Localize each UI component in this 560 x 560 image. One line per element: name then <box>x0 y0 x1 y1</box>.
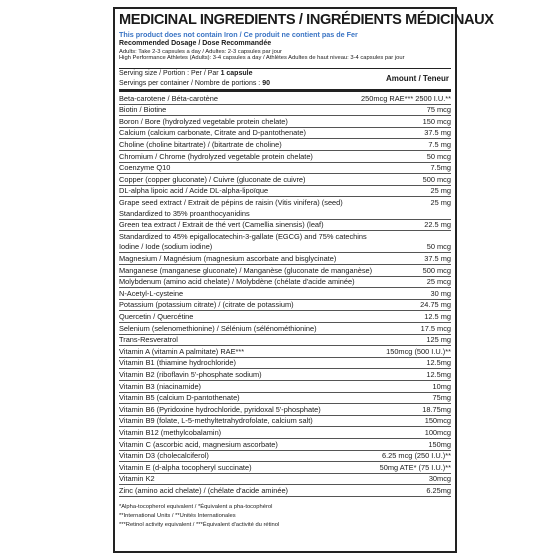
ingredient-amount: 25 mg <box>430 198 451 208</box>
ingredient-row <box>119 128 451 140</box>
serving-size-label: Serving size / Portion : Per / Par <box>119 70 219 78</box>
ingredient-row <box>119 393 451 405</box>
ingredient-name: Quercetin / Quercétine <box>119 311 194 321</box>
ingredient-name: Vitamin B9 (folate, L-5-methyltetrahydrofolate, calcium salt) <box>119 416 313 426</box>
ingredient-name: Copper (copper gluconate) / Cuivre (gluconate de cuivre) <box>119 174 306 184</box>
ingredient-name: Chromium / Chrome (hydrolyzed vegetable protein chelate) <box>119 151 313 161</box>
ingredient-amount: 10mg <box>432 381 451 391</box>
ingredient-amount: 25 mg <box>430 186 451 196</box>
ingredient-row <box>119 381 451 393</box>
ingredient-amount: 7.5 mg <box>428 140 451 150</box>
ingredient-amount: 30mcg <box>428 474 451 484</box>
ingredient-row <box>119 197 451 208</box>
ingredient-amount: 6.25mg <box>426 485 451 495</box>
ingredient-name: Vitamin C (ascorbic acid, magnesium ascorbate) <box>119 439 278 449</box>
ingredient-amount: 75 mcg <box>426 105 451 115</box>
ingredient-row <box>119 288 451 300</box>
ingredient-amount: 12.5 mg <box>424 311 451 321</box>
ingredient-name: Beta-carotene / Béta-carotène <box>119 93 219 103</box>
ingredient-row <box>119 323 451 335</box>
ingredient-amount: 25 mcg <box>426 277 451 287</box>
ingredient-row <box>119 231 451 242</box>
ingredient-row <box>119 474 451 486</box>
dosage-line-athletes: High Performance Athletes (Adults): 3-4 capsules a day / Athlètes Adultes de haut niveau: 3-4 capsules par jour <box>119 55 405 62</box>
thick-divider <box>119 89 451 92</box>
amount-header: Amount / Teneur <box>386 74 449 84</box>
ingredient-amount: 12.5mg <box>426 369 451 379</box>
ingredient-row <box>119 174 451 186</box>
ingredient-row <box>119 105 451 117</box>
ingredient-name: Green tea extract / Extrait de thé vert (Camellia sinensis) (leaf) <box>119 220 324 230</box>
serving-size-value: 1 capsule <box>220 70 253 78</box>
ingredient-name: Vitamin B2 (riboflavin 5'-phosphate sodium) <box>119 369 262 379</box>
ingredient-amount: 500 mcg <box>422 174 451 184</box>
ingredient-row <box>119 277 451 289</box>
ingredient-amount: 100mcg <box>424 427 451 437</box>
ingredient-row <box>119 300 451 312</box>
ingredient-amount: 125 mg <box>426 335 451 345</box>
ingredient-amount: 50mg ATE* (75 I.U.)** <box>379 462 451 472</box>
ingredient-name: Coenzyme Q10 <box>119 163 171 173</box>
serving-info <box>119 68 451 88</box>
ingredient-name: Standardized to 45% epigallocatechin-3-gallate (EGCG) and 75% catechins <box>119 231 367 241</box>
ingredient-amount: 250mcg RAE*** 2500 I.U.** <box>361 93 451 103</box>
ingredient-name: Standardized to 35% proanthocyanidins <box>119 208 250 218</box>
ingredient-amount: 150mcg (500 I.U.)** <box>386 346 451 356</box>
ingredient-row <box>119 116 451 128</box>
servings-per-container-label: Servings per container / Nombre de portions : <box>119 79 261 87</box>
ingredient-amount: 150mg <box>428 439 451 449</box>
ingredient-amount: 24.75 mg <box>420 300 451 310</box>
ingredient-list <box>119 93 451 497</box>
ingredient-row <box>119 220 451 232</box>
ingredient-name: Iodine / Iode (sodium iodine) <box>119 242 213 252</box>
ingredient-name: Trans-Resveratrol <box>119 335 178 345</box>
ingredient-row <box>119 358 451 370</box>
ingredient-name: Choline (choline bitartrate) / (bitartrate de choline) <box>119 140 282 150</box>
ingredient-name: Vitamin B1 (thiamine hydrochloride) <box>119 358 236 368</box>
ingredient-amount: 150mcg <box>424 416 451 426</box>
ingredient-row <box>119 208 451 220</box>
ingredient-amount: 7.5mg <box>430 163 451 173</box>
ingredient-name: Vitamin B3 (niacinamide) <box>119 381 202 391</box>
ingredient-row <box>119 485 451 497</box>
ingredient-row <box>119 404 451 416</box>
ingredient-row <box>119 151 451 163</box>
ingredient-row <box>119 311 451 323</box>
ingredient-name: Vitamin D3 (cholecalciferol) <box>119 451 209 461</box>
ingredient-name: Calcium (calcium carbonate, Citrate and D-pantothenate) <box>119 128 306 138</box>
ingredient-row <box>119 346 451 358</box>
ingredient-row <box>119 253 451 265</box>
ingredient-name: Grape seed extract / Extrait de pépins de raisin (Vitis vinifera) (seed) <box>119 198 343 208</box>
ingredient-amount: 6.25 mcg (250 I.U.)** <box>381 451 451 461</box>
ingredient-name: Biotin / Biotine <box>119 105 167 115</box>
ingredient-row <box>119 369 451 381</box>
ingredient-amount: 12.5mg <box>426 358 451 368</box>
ingredient-name: Vitamin A (vitamin A palmitate) RAE*** <box>119 346 245 356</box>
dosage-line-adults: Adults: Take 2-3 capsules a day / Adultes: 2-3 capsules par jour <box>119 48 282 55</box>
footnote-ate: *Alpha-tocopherol equivalent / *Équivalent a pha-tocophérol <box>119 503 273 510</box>
ingredient-name: Potassium (potassium citrate) / (citrate de potassium) <box>119 300 294 310</box>
supplement-facts-label <box>113 7 494 553</box>
ingredient-row <box>119 439 451 451</box>
ingredient-name: Vitamin E (d-alpha tocopheryl succinate) <box>119 462 252 472</box>
ingredient-name: Vitamin B6 (Pyridoxine hydrochloride, pyridoxal 5'-phosphate) <box>119 404 321 414</box>
ingredient-amount: 150 mcg <box>422 116 451 126</box>
footnote-rae: ***Retinol activity equivalent / ***Équivalent d'activité du rétinol <box>119 521 280 528</box>
ingredient-amount: 75mg <box>432 393 451 403</box>
ingredient-name: DL-alpha lipoic acid / Acide DL-alpha-lipoïque <box>119 186 269 196</box>
ingredient-amount: 50 mcg <box>426 151 451 161</box>
ingredient-amount: 500 mcg <box>422 265 451 275</box>
ingredient-amount: 50 mcg <box>426 242 451 252</box>
label-title: MEDICINAL INGREDIENTS / INGRÉDIENTS MÉDICINAUX <box>119 12 494 28</box>
ingredient-amount: 37.5 mg <box>424 128 451 138</box>
ingredient-name: Vitamin K2 <box>119 474 155 484</box>
ingredient-name: Boron / Bore (hydrolyzed vegetable protein chelate) <box>119 116 288 126</box>
ingredient-row <box>119 451 451 463</box>
ingredient-amount: 37.5 mg <box>424 254 451 263</box>
ingredient-row <box>119 335 451 347</box>
ingredient-row <box>119 139 451 151</box>
ingredient-name: Selenium (selenomethionine) / Sélénium (sélénométhionine) <box>119 323 317 333</box>
ingredient-row <box>119 265 451 277</box>
ingredient-row <box>119 416 451 428</box>
dosage-heading: Recommended Dosage / Dose Recommandée <box>119 40 272 47</box>
ingredient-row <box>119 93 451 105</box>
ingredient-name: Zinc (amino acid chelate) / (chélate d'acide aminée) <box>119 485 289 495</box>
ingredient-row <box>119 427 451 439</box>
footnote-iu: **International Units / **Unités Internationales <box>119 512 236 519</box>
iron-notice: This product does not contain Iron / Ce produit ne contient pas de Fer <box>119 30 358 39</box>
ingredient-row <box>119 242 451 254</box>
ingredient-name: Magnesium / Magnésium (magnesium ascorbate and bisglycinate) <box>119 254 337 263</box>
ingredient-name: Vitamin B5 (calcium D-pantothenate) <box>119 393 240 403</box>
ingredient-amount: 18.75mg <box>422 404 451 414</box>
ingredient-row <box>119 462 451 474</box>
ingredient-name: N-Acetyl-L-cysteine <box>119 288 184 298</box>
ingredient-name: Manganese (manganese gluconate) / Manganèse (gluconate de manganèse) <box>119 265 373 275</box>
ingredient-name: Molybdenum (amino acid chelate) / Molybdène (chélate d'acide aminée) <box>119 277 355 287</box>
servings-per-container-value: 90 <box>262 79 270 87</box>
ingredient-amount: 17.5 mcg <box>420 323 451 333</box>
ingredient-amount: 22.5 mg <box>424 220 451 230</box>
ingredient-name: Vitamin B12 (methylcobalamin) <box>119 427 222 437</box>
ingredient-amount: 30 mg <box>430 288 451 298</box>
ingredient-row <box>119 186 451 198</box>
ingredient-row <box>119 163 451 175</box>
footnotes <box>119 503 451 530</box>
